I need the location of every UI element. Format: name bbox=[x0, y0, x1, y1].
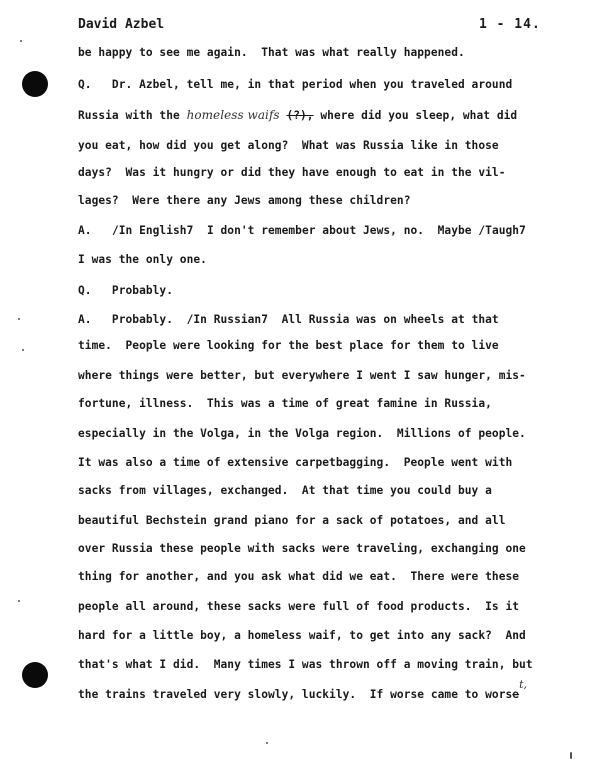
text-line: days? Was it hungry or did they have enough to eat in the vil- bbox=[78, 166, 506, 179]
text-line: hard for a little boy, a homeless waif, to get into any sack? And bbox=[78, 629, 526, 642]
scan-speck bbox=[18, 318, 20, 320]
text-line: beautiful Bechstein grand piano for a sack of potatoes, and all bbox=[78, 514, 506, 527]
text-line bbox=[78, 313, 548, 327]
scan-speck bbox=[20, 40, 22, 42]
page-number: 1 - 14. bbox=[479, 17, 541, 32]
text-segment: the trains traveled very slowly, luckily. If worse came to wors bbox=[78, 688, 513, 701]
text-line: where things were better, but everywhere I went I saw hunger, mis- bbox=[78, 369, 526, 382]
handwritten-correction: t, bbox=[519, 678, 528, 691]
struck-letter: e bbox=[512, 688, 520, 701]
bracketed-note: /In English7 bbox=[111, 224, 194, 237]
text-segment: A. bbox=[78, 224, 112, 237]
text-line: you eat, how did you get along? What was Russia like in those bbox=[78, 139, 499, 152]
text-line: I was the only one. bbox=[78, 253, 207, 266]
text-line: Q. Dr. Azbel, tell me, in that period when you traveled around bbox=[78, 78, 513, 91]
handwritten-insertion: homeless waifs bbox=[186, 108, 280, 122]
bracketed-note: /In Russian7 bbox=[186, 313, 269, 326]
punch-hole bbox=[22, 71, 48, 97]
text-line: Q. Probably. bbox=[78, 284, 173, 297]
scan-speck bbox=[266, 742, 268, 744]
scan-speck bbox=[18, 600, 20, 602]
punch-hole bbox=[22, 662, 48, 688]
text-line: be happy to see me again. That was what really happened. bbox=[78, 46, 465, 59]
text-line: that's what I did. Many times I was thrown off a moving train, but bbox=[78, 658, 533, 671]
speaker-name-header: David Azbel bbox=[78, 17, 165, 32]
text-line: over Russia these people with sacks were traveling, exchanging one bbox=[78, 542, 526, 555]
text-segment: I don't remember about Jews, no. Maybe bbox=[193, 224, 479, 237]
text-line: lages? Were there any Jews among these children? bbox=[78, 194, 411, 207]
bracketed-note: /Taugh7 bbox=[478, 224, 526, 237]
struck-text: (?), bbox=[286, 109, 314, 122]
text-line bbox=[78, 678, 548, 702]
text-line: especially in the Volga, in the Volga region. Millions of people. bbox=[78, 427, 526, 440]
text-segment: A. Probably. bbox=[78, 313, 187, 326]
text-line: people all around, these sacks were full of food products. Is it bbox=[78, 600, 520, 613]
text-line: fortune, illness. This was a time of great famine in Russia, bbox=[78, 397, 492, 410]
text-segment: All Russia was on wheels at that bbox=[268, 313, 499, 326]
text-segment: Russia with the bbox=[78, 109, 187, 122]
text-line: time. People were looking for the best place for them to live bbox=[78, 339, 499, 352]
text-line: sacks from villages, exchanged. At that time you could buy a bbox=[78, 484, 492, 497]
scan-speck bbox=[570, 752, 572, 759]
text-line bbox=[78, 224, 548, 238]
text-line bbox=[78, 108, 548, 123]
text-segment: where did you sleep, what did bbox=[313, 109, 518, 122]
text-line: It was also a time of extensive carpetbagging. People went with bbox=[78, 456, 513, 469]
text-line: thing for another, and you ask what did we eat. There were these bbox=[78, 570, 520, 583]
scan-speck bbox=[22, 349, 24, 351]
